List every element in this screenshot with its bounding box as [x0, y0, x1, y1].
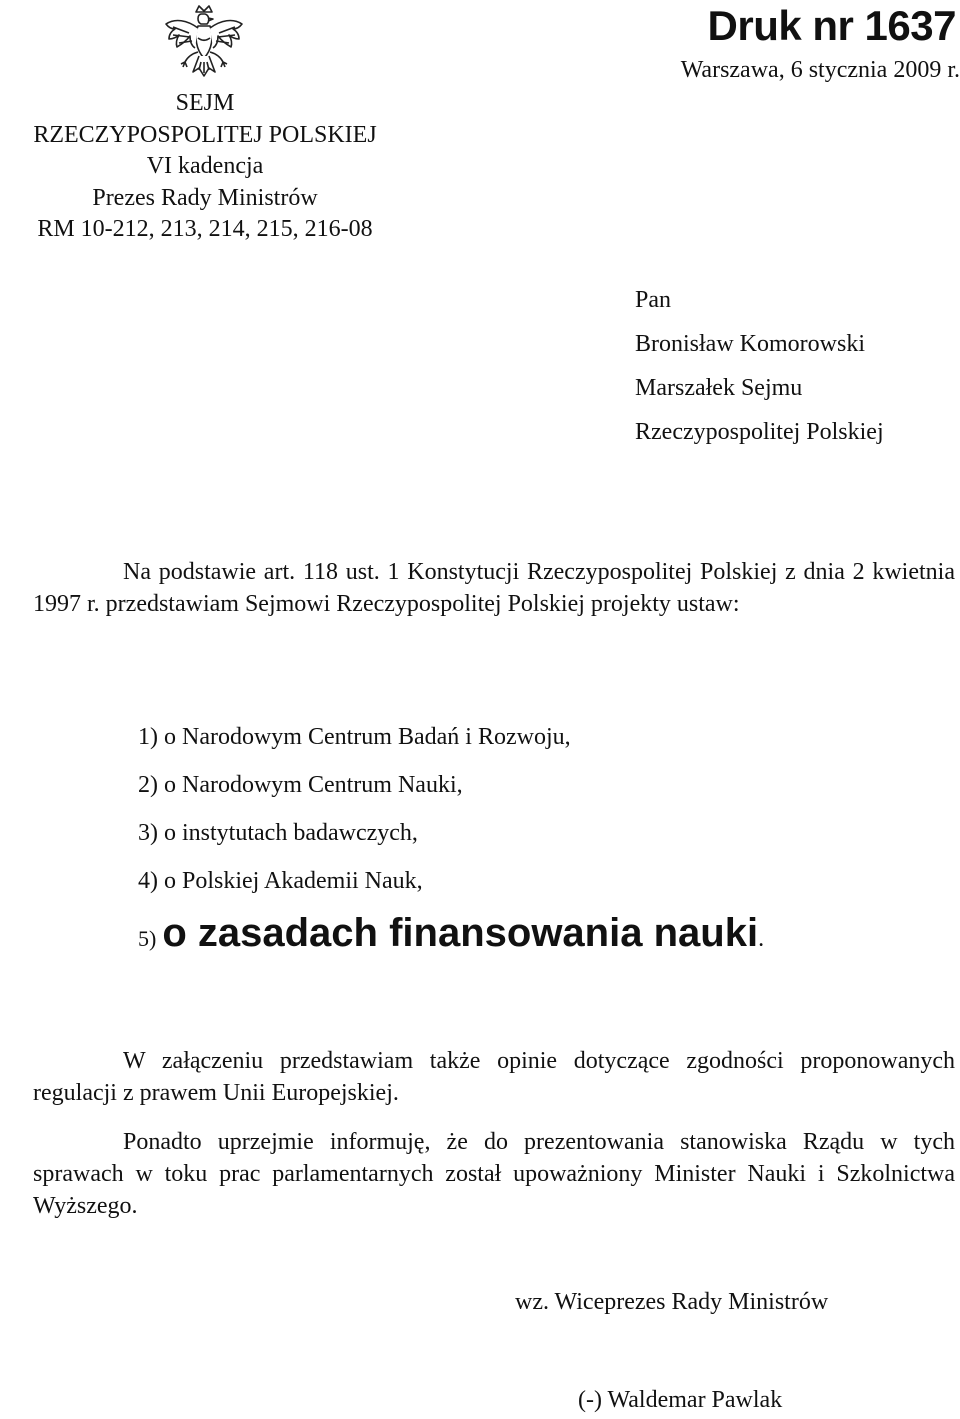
addressee-salutation: Pan	[635, 287, 671, 313]
annex-paragraph: W załączeniu przedstawiam także opinie dotyczące zgodności proponowanych regulacji z prawem Unii Europejskiej.	[33, 1048, 955, 1106]
signature-role: wz. Wiceprezes Rady Ministrów	[515, 1289, 829, 1315]
bill-title-period: .	[758, 926, 765, 952]
bill-number: 5)	[138, 926, 157, 951]
bill-item	[138, 857, 764, 905]
bill-item	[138, 713, 764, 761]
header-line-prime-minister: Prezes Rady Ministrów	[92, 184, 318, 211]
addressee-block	[635, 278, 884, 454]
header-line-republic: RZECZYPOSPOLITEJ POLSKIEJ	[33, 121, 377, 148]
city-date: Warszawa, 6 stycznia 2009 r.	[680, 57, 960, 83]
bill-number: 2)	[138, 772, 158, 798]
header-line-reference: RM 10-212, 213, 214, 215, 216-08	[37, 216, 373, 242]
bill-item	[138, 761, 764, 809]
bill-title: o Narodowym Centrum Nauki,	[164, 772, 463, 798]
white-eagle-emblem-icon	[163, 2, 245, 86]
minister-paragraph: Ponadto uprzejmie informuję, że do prezentowania stanowiska Rządu w tych sprawach w toku prac parlamentarnych został upoważniony Minister Nauki i Szkolnictwa Wyższego.	[33, 1129, 955, 1219]
intro-paragraph: Na podstawie art. 118 ust. 1 Konstytucji Rzeczypospolitej Polskiej z dnia 2 kwietnia 1997 r. przedstawiam Sejmowi Rzeczypospolitej Polskiej projekty ustaw:	[33, 559, 955, 617]
bill-title: o instytutach badawczych,	[164, 820, 418, 846]
bill-number: 1)	[138, 724, 158, 750]
bill-item	[138, 809, 764, 857]
header-line-term: VI kadencja	[146, 153, 264, 179]
header-line-sejm: SEJM	[175, 90, 235, 116]
addressee-position: Marszałek Sejmu	[635, 375, 803, 401]
addressee-institution: Rzeczypospolitej Polskiej	[635, 419, 884, 445]
bill-title: o Narodowym Centrum Badań i Rozwoju,	[164, 724, 571, 750]
bill-number: 3)	[138, 820, 158, 846]
signature-name: (-) Waldemar Pawlak	[578, 1387, 783, 1413]
addressee-name: Bronisław Komorowski	[635, 331, 865, 357]
bill-title: o Polskiej Akademii Nauk,	[164, 868, 423, 894]
bill-number: 4)	[138, 868, 158, 894]
bill-title-emphasized: o zasadach finansowania nauki	[162, 911, 759, 955]
issuer-header	[0, 88, 410, 246]
bill-item	[138, 909, 764, 969]
bills-list	[138, 713, 764, 969]
print-number: Druk nr 1637	[707, 2, 956, 49]
